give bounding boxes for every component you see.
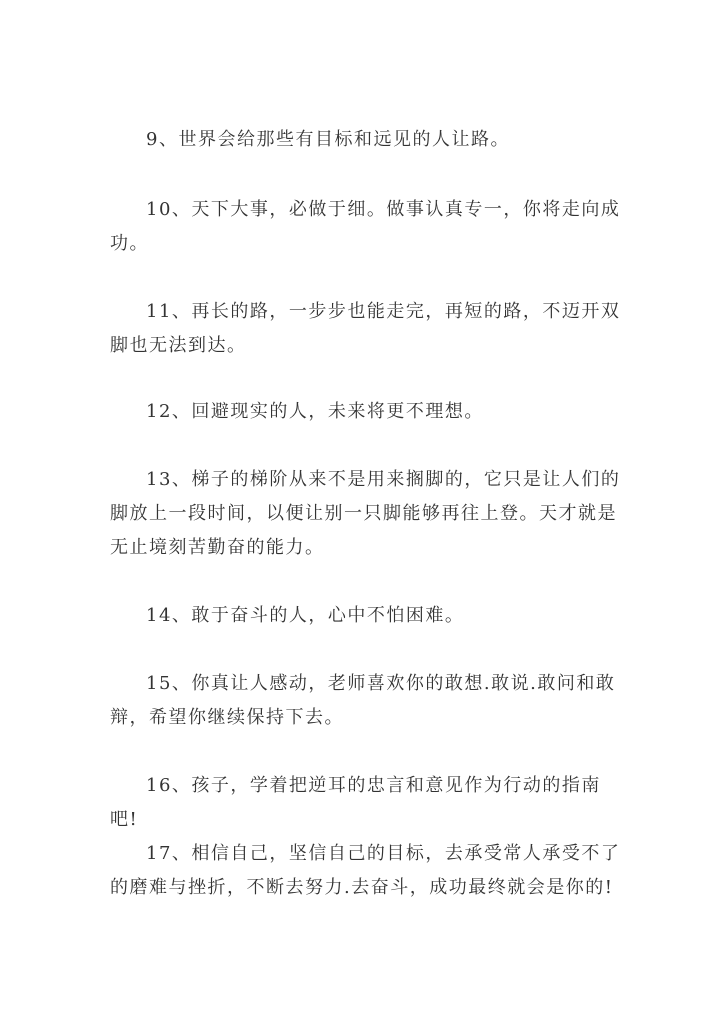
paragraph-text: 17、相信自己，坚信自己的目标，去承受常人承受不了的磨难与挫折，不断去努力.去奋斗，成功最终就会是你的!	[110, 843, 621, 898]
paragraph-14	[110, 599, 626, 633]
paragraph-text: 12、回避现实的人，未来将更不理想。	[146, 401, 484, 422]
paragraph-text: 9、世界会给那些有目标和远见的人让路。	[146, 129, 510, 150]
paragraph-text: 14、敢于奋斗的人，心中不怕困难。	[146, 605, 465, 626]
paragraph-9	[110, 123, 626, 157]
paragraph-text: 11、再长的路，一步步也能走完，再短的路，不迈开双脚也无法到达。	[110, 301, 621, 356]
paragraph-17	[110, 837, 626, 905]
paragraph-12	[110, 395, 626, 429]
paragraph-text: 16、孩子，学着把逆耳的忠言和意见作为行动的指南吧!	[110, 775, 601, 830]
paragraph-text: 10、天下大事，必做于细。做事认真专一，你将走向成功。	[110, 199, 621, 254]
paragraph-text: 13、梯子的梯阶从来不是用来搁脚的，它只是让人们的脚放上一段时间，以便让别一只脚能够再往上登。天才就是无止境刻苦勤奋的能力。	[110, 469, 621, 558]
paragraph-11	[110, 295, 626, 363]
paragraph-10	[110, 193, 626, 261]
paragraph-text: 15、你真让人感动，老师喜欢你的敢想.敢说.敢问和敢辩，希望你继续保持下去。	[110, 673, 616, 728]
paragraph-16	[110, 769, 626, 837]
paragraph-15	[110, 667, 626, 735]
paragraph-13	[110, 463, 626, 565]
